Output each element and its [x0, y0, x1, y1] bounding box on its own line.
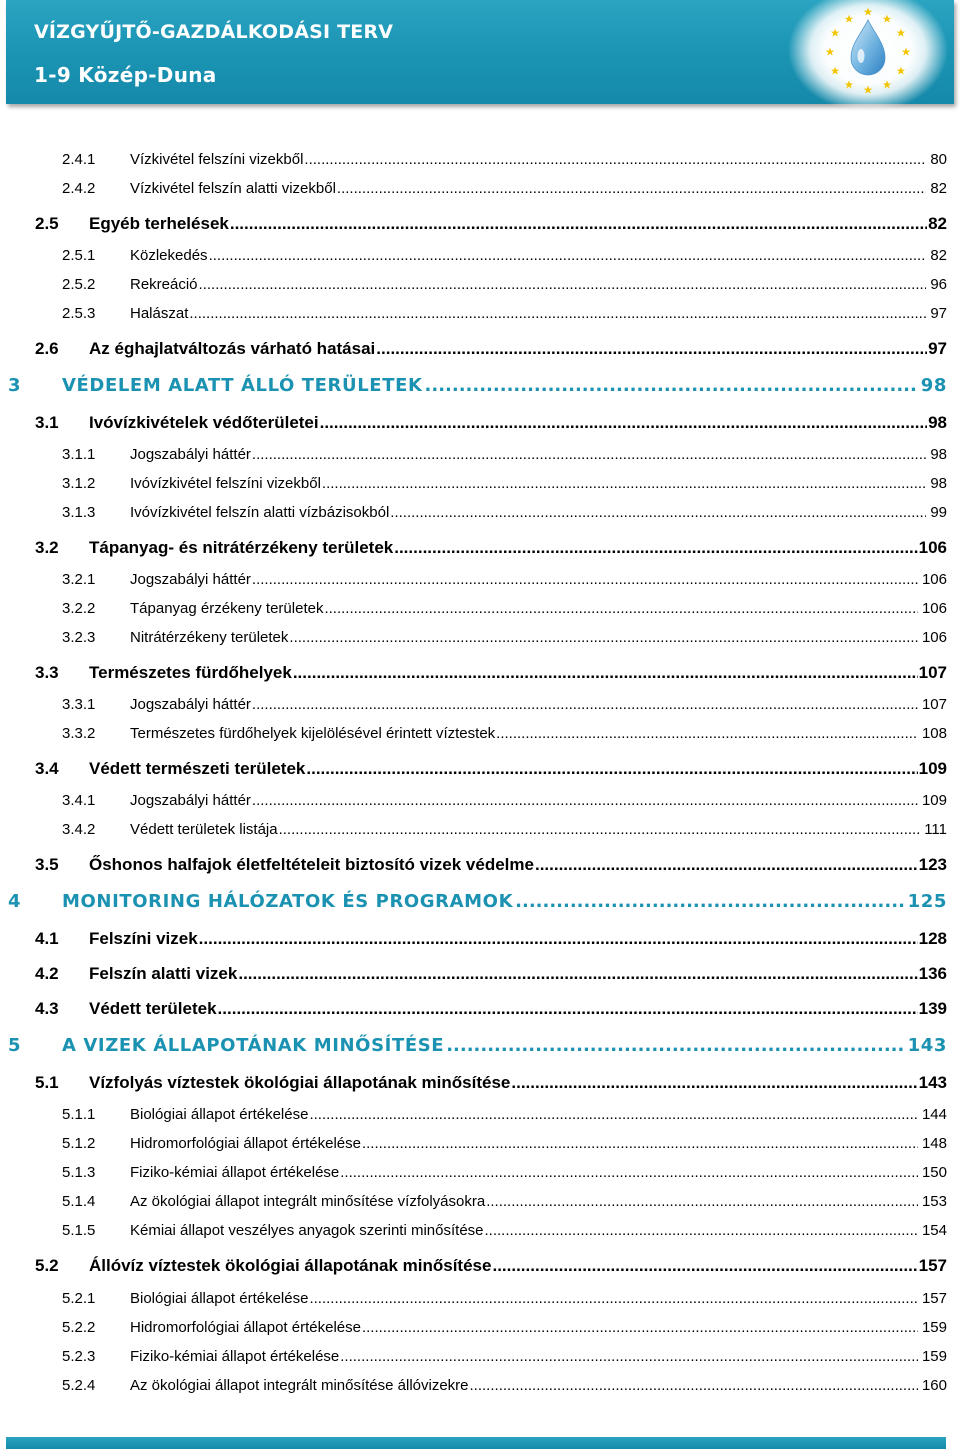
toc-leader-dots	[470, 1376, 918, 1396]
toc-page-number: 97	[928, 338, 947, 358]
toc-number: 3.2.2	[62, 600, 96, 618]
toc-number: 3.3.1	[62, 696, 96, 714]
toc-page-number: 98	[930, 446, 947, 464]
toc-entry[interactable]	[0, 820, 960, 840]
toc-title: Védett területek listája	[130, 821, 278, 839]
toc-title: Hidromorfológiai állapot értékelése	[130, 1135, 361, 1153]
footer-band	[6, 1437, 946, 1449]
toc-number: 5.2.1	[62, 1289, 96, 1307]
toc-leader-dots	[362, 1318, 918, 1338]
toc-title: Kémiai állapot veszélyes anyagok szerinti minősítése	[130, 1222, 484, 1240]
toc-title: Fiziko-kémiai állapot értékelése	[130, 1164, 340, 1182]
toc-number: 3.4.1	[62, 792, 96, 810]
toc-page-number: 128	[918, 929, 947, 949]
toc-number: 4.1	[35, 929, 59, 949]
toc-number: 2.5.2	[62, 276, 96, 294]
toc-number: 4	[8, 891, 22, 913]
toc-entry[interactable]	[0, 599, 960, 619]
toc-leader-dots	[337, 179, 926, 199]
logo	[784, 0, 960, 108]
document-subtitle: 1-9 Közép-Duna	[34, 63, 217, 87]
toc-title: Biológiai állapot értékelése	[130, 1289, 309, 1307]
toc-page-number: 139	[918, 999, 947, 1019]
toc-title: Védett természeti területek	[89, 759, 306, 778]
toc-entry[interactable]	[0, 628, 960, 648]
toc-number: 3.2.1	[62, 571, 96, 589]
toc-entry[interactable]	[0, 791, 960, 811]
toc-title: Biológiai állapot értékelése	[130, 1106, 309, 1124]
toc-title: Nitrátérzékeny területek	[130, 629, 289, 647]
toc-entry[interactable]	[0, 214, 960, 234]
toc-leader-dots	[293, 663, 918, 683]
toc-number: 5.2.3	[62, 1347, 96, 1365]
toc-leader-dots	[199, 929, 918, 949]
toc-number: 2.5.3	[62, 305, 96, 323]
toc-number: 5.1.3	[62, 1164, 96, 1182]
toc-page-number: 157	[918, 1256, 947, 1276]
toc-page-number: 154	[921, 1222, 947, 1240]
star-icon	[831, 67, 840, 75]
star-icon	[864, 86, 873, 94]
toc-entry[interactable]	[0, 724, 960, 744]
toc-title: Az éghajlatváltozás várható hatásai	[89, 338, 376, 358]
toc-number: 2.4.2	[62, 180, 96, 197]
toc-page-number: 136	[918, 964, 947, 984]
toc-page-number: 153	[921, 1193, 947, 1211]
toc-title: VÉDELEM ALATT ÁLLÓ TERÜLETEK	[62, 374, 423, 396]
toc-leader-dots	[496, 724, 918, 744]
toc-number: 2.6	[35, 338, 59, 358]
toc-leader-dots	[252, 695, 918, 715]
toc-number: 5	[8, 1035, 22, 1057]
toc-number: 2.4.1	[62, 151, 96, 168]
toc-page-number: 123	[918, 855, 947, 875]
toc-leader-dots	[362, 1134, 918, 1154]
toc-leader-dots	[306, 759, 917, 779]
star-icon	[845, 80, 854, 88]
document-title: VÍZGYŰJTŐ-GAZDÁLKODÁSI TERV	[34, 21, 394, 43]
toc-title: Az ökológiai állapot integrált minősítése vízfolyásokra	[130, 1193, 486, 1211]
toc-leader-dots	[376, 339, 927, 359]
toc-title: Ivóvízkivétel felszín alatti vízbázisokból	[130, 504, 390, 522]
toc-page-number: 108	[921, 725, 947, 743]
toc-title: Halászat	[130, 305, 189, 323]
toc-entry[interactable]	[0, 503, 960, 523]
toc-page-number: 148	[921, 1135, 947, 1153]
toc-number: 3.4	[35, 759, 59, 778]
toc-page-number: 160	[921, 1376, 947, 1394]
toc-number: 2.5	[35, 213, 59, 233]
toc-number: 3.1.1	[62, 446, 96, 464]
toc-entry[interactable]	[0, 1073, 960, 1093]
toc-title: Felszín alatti vizek	[89, 964, 238, 984]
toc-title: Vízfolyás víztestek ökológiai állapotának minősítése	[89, 1073, 511, 1093]
toc-leader-dots	[322, 474, 926, 494]
toc-number: 3.3.2	[62, 725, 96, 743]
toc-number: 3.1	[35, 412, 59, 432]
toc-entry[interactable]	[0, 570, 960, 590]
toc-title: Jogszabályi háttér	[130, 571, 251, 589]
toc-entry[interactable]	[0, 1256, 960, 1276]
toc-number: 3.2	[35, 537, 59, 557]
toc-page-number: 98	[920, 374, 947, 396]
toc-leader-dots	[309, 1105, 918, 1125]
toc-page-number: 82	[928, 213, 947, 233]
toc-title: Tápanyag- és nitrátérzékeny területek	[89, 537, 394, 557]
toc-page-number: 107	[918, 662, 947, 682]
star-icon	[883, 15, 892, 23]
toc-page-number: 125	[907, 891, 947, 913]
toc-number: 5.1.5	[62, 1222, 96, 1240]
toc-leader-dots	[279, 820, 921, 840]
toc-leader-dots	[340, 1347, 918, 1367]
toc-page-number: 157	[921, 1289, 947, 1307]
toc-entry[interactable]	[0, 663, 960, 683]
water-drop-icon	[851, 20, 885, 75]
toc-number: 4.2	[35, 964, 59, 984]
star-icon	[831, 29, 840, 37]
toc-page-number: 97	[930, 305, 947, 323]
toc-leader-dots	[304, 150, 926, 170]
toc-leader-dots	[535, 855, 918, 875]
toc-entry[interactable]	[0, 339, 960, 359]
toc-number: 5.2.4	[62, 1376, 96, 1394]
toc-title: Őshonos halfajok életfeltételeit biztosító vizek védelme	[89, 855, 534, 875]
toc-title: Jogszabályi háttér	[130, 792, 251, 810]
toc-page-number: 109	[918, 759, 947, 778]
toc-page-number: 159	[921, 1347, 947, 1365]
toc-page-number: 106	[921, 600, 947, 618]
toc-page-number: 109	[921, 792, 947, 810]
toc-entry[interactable]	[0, 1105, 960, 1125]
toc-leader-dots	[238, 964, 917, 984]
toc-page-number: 98	[930, 475, 947, 493]
toc-number: 5.1	[35, 1073, 59, 1093]
toc-title: Jogszabályi háttér	[130, 696, 251, 714]
toc-entry[interactable]	[0, 376, 960, 396]
toc-number: 5.1.1	[62, 1106, 96, 1124]
toc-title: Hidromorfológiai állapot értékelése	[130, 1318, 361, 1336]
toc-title: Közlekedés	[130, 247, 208, 265]
toc-entry[interactable]	[0, 759, 960, 779]
toc-title: MONITORING HÁLÓZATOK ÉS PROGRAMOK	[62, 891, 514, 913]
toc-title: Ivóvízkivétel felszíni vizekből	[130, 475, 321, 493]
water-drop-eu-stars-icon	[790, 0, 954, 106]
toc-number: 5.1.2	[62, 1135, 96, 1153]
toc-number: 3.3	[35, 662, 59, 682]
toc-title: Vízkivétel felszín alatti vizekből	[130, 180, 336, 197]
toc-title: Természetes fürdőhelyek	[89, 662, 292, 682]
toc-title: Állóvíz víztestek ökológiai állapotának minősítése	[89, 1256, 492, 1276]
toc-title: Fiziko-kémiai állapot értékelése	[130, 1347, 340, 1365]
toc-entry[interactable]	[0, 1134, 960, 1154]
toc-number: 3.4.2	[62, 821, 96, 839]
toc-leader-dots	[252, 791, 918, 811]
toc-title: Egyéb terhelések	[89, 213, 229, 233]
toc-title: Természetes fürdőhelyek kijelölésével érintett víztestek	[130, 725, 496, 743]
toc-page-number: 143	[918, 1073, 947, 1093]
toc-entry[interactable]	[0, 304, 960, 324]
toc-leader-dots	[515, 892, 904, 912]
toc-leader-dots	[324, 599, 918, 619]
toc-leader-dots	[394, 538, 917, 558]
toc-entry[interactable]	[0, 474, 960, 494]
toc-entry[interactable]	[0, 1318, 960, 1338]
toc-leader-dots	[252, 570, 918, 590]
toc-number: 5.1.4	[62, 1193, 96, 1211]
toc-entry[interactable]	[0, 179, 960, 199]
star-icon	[845, 15, 854, 23]
toc-entry[interactable]	[0, 695, 960, 715]
toc-page-number: 111	[924, 821, 947, 839]
toc-page-number: 98	[928, 412, 947, 432]
toc-number: 5.2	[35, 1256, 59, 1276]
toc-leader-dots	[289, 628, 918, 648]
toc-page-number: 106	[921, 629, 947, 647]
toc-leader-dots	[390, 503, 926, 523]
toc-number: 2.5.1	[62, 247, 96, 265]
toc-title: Rekreáció	[130, 276, 198, 294]
toc-title: Az ökológiai állapot integrált minősítése állóvizekre	[130, 1376, 469, 1394]
toc-entry[interactable]	[0, 1376, 960, 1396]
toc-entry[interactable]	[0, 892, 960, 912]
toc-leader-dots	[511, 1073, 917, 1093]
star-icon	[902, 48, 911, 56]
toc-page-number: 159	[921, 1318, 947, 1336]
toc-leader-dots	[209, 246, 927, 266]
toc-title: Ivóvízkivételek védőterületei	[89, 412, 319, 432]
toc-leader-dots	[425, 376, 918, 396]
toc-leader-dots	[340, 1163, 918, 1183]
toc-title: Felszíni vizek	[89, 929, 198, 949]
toc-leader-dots	[189, 304, 926, 324]
toc-entry[interactable]	[0, 929, 960, 949]
toc-number: 5.2.2	[62, 1318, 96, 1336]
star-icon	[897, 29, 906, 37]
toc-leader-dots	[218, 999, 918, 1019]
toc-entry[interactable]	[0, 999, 960, 1019]
toc-entry[interactable]	[0, 413, 960, 433]
toc-entry[interactable]	[0, 1221, 960, 1241]
toc-entry[interactable]	[0, 150, 960, 170]
toc-entry[interactable]	[0, 1036, 960, 1056]
toc-page-number: 96	[930, 276, 947, 294]
toc-leader-dots	[309, 1289, 918, 1309]
toc-leader-dots	[320, 413, 927, 433]
toc-entry[interactable]	[0, 445, 960, 465]
toc-page-number: 107	[921, 696, 947, 714]
toc-title: Jogszabályi háttér	[130, 446, 251, 464]
toc-title: Vízkivétel felszíni vizekből	[130, 151, 304, 168]
toc-leader-dots	[199, 275, 927, 295]
toc-number: 3	[8, 374, 22, 396]
toc-entry[interactable]	[0, 538, 960, 558]
toc-entry[interactable]	[0, 855, 960, 875]
toc-page-number: 106	[921, 571, 947, 589]
toc-leader-dots	[492, 1256, 917, 1276]
toc-page-number: 144	[921, 1106, 947, 1124]
toc-leader-dots	[252, 445, 926, 465]
toc-leader-dots	[446, 1036, 904, 1056]
toc-title: Védett területek	[89, 999, 217, 1019]
toc-entry[interactable]	[0, 1347, 960, 1367]
star-icon	[826, 48, 835, 56]
toc-number: 3.1.3	[62, 504, 96, 522]
toc-page-number: 99	[930, 504, 947, 522]
toc-page-number: 106	[918, 537, 947, 557]
toc-page-number: 82	[930, 247, 947, 265]
toc-entry[interactable]	[0, 964, 960, 984]
star-icon	[883, 80, 892, 88]
toc-leader-dots	[486, 1192, 918, 1212]
toc-title: A VIZEK ÁLLAPOTÁNAK MINŐSÍTÉSE	[62, 1035, 445, 1057]
toc-title: Tápanyag érzékeny területek	[130, 600, 324, 618]
toc-number: 3.2.3	[62, 629, 96, 647]
toc-page-number: 82	[930, 180, 947, 197]
toc-page-number: 143	[907, 1035, 947, 1057]
toc-leader-dots	[485, 1221, 918, 1241]
toc-leader-dots	[230, 214, 927, 234]
toc-number: 3.5	[35, 855, 59, 875]
toc-entry[interactable]	[0, 1192, 960, 1212]
star-icon	[864, 8, 873, 16]
table-of-contents	[0, 150, 960, 1396]
toc-entry[interactable]	[0, 1163, 960, 1183]
toc-entry[interactable]	[0, 246, 960, 266]
toc-entry[interactable]	[0, 275, 960, 295]
toc-page-number: 80	[930, 151, 947, 168]
toc-entry[interactable]	[0, 1289, 960, 1309]
toc-page-number: 150	[921, 1164, 947, 1182]
toc-number: 3.1.2	[62, 475, 96, 493]
star-icon	[897, 67, 906, 75]
toc-number: 4.3	[35, 999, 59, 1019]
